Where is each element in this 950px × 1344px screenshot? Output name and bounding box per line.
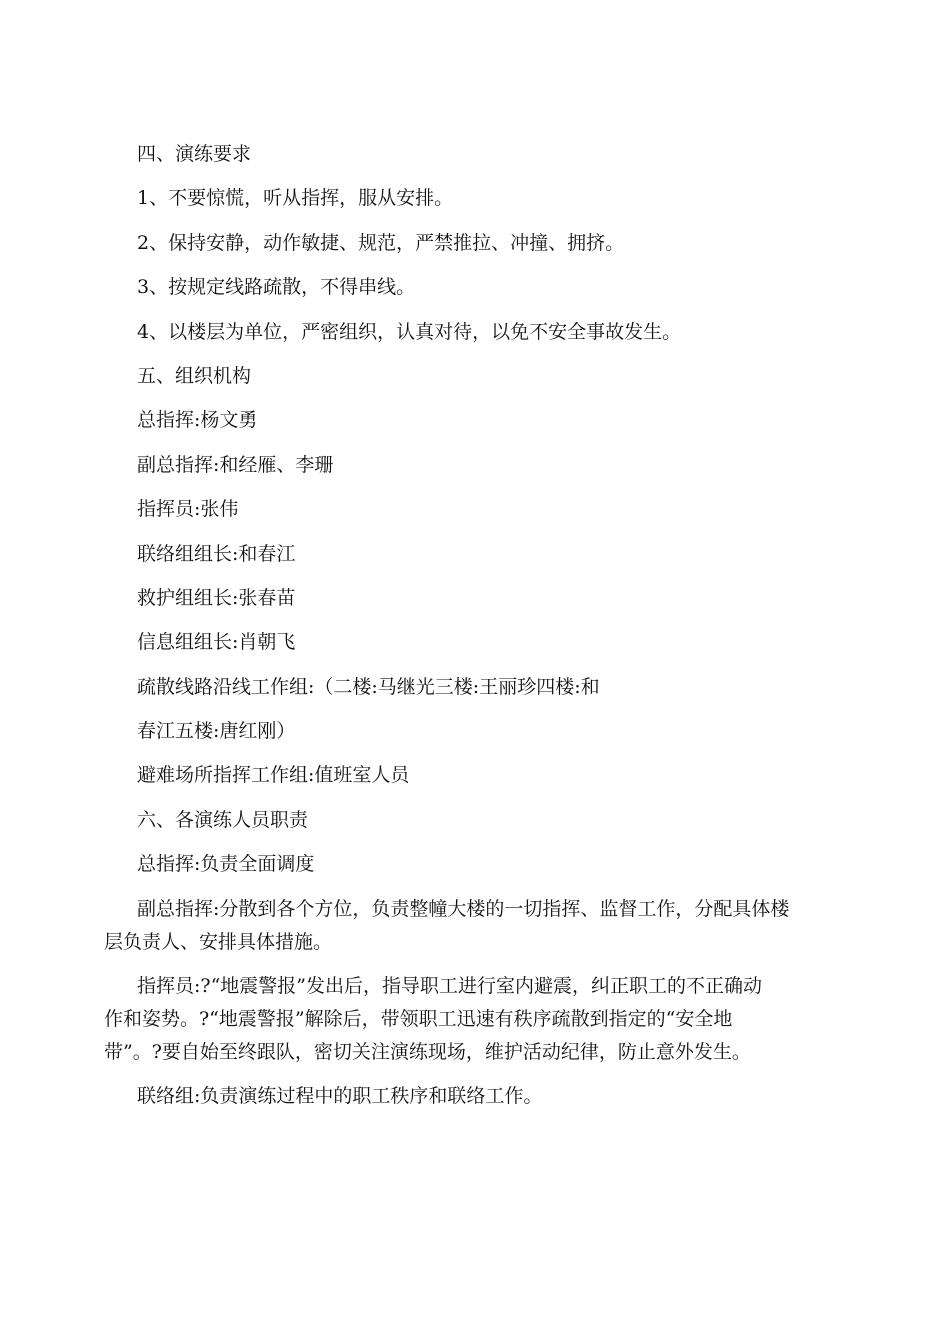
section-heading-drill-requirements: 四、演练要求 bbox=[137, 143, 252, 165]
paragraph: 2、保持安静，动作敏捷、规范，严禁推拉、冲撞、拥挤。 bbox=[137, 231, 625, 254]
document-body bbox=[104, 138, 844, 1125]
paragraph: 疏散线路沿线工作组:（二楼:马继光三楼:王丽珍四楼:和 bbox=[137, 675, 600, 698]
paragraph: 信息组组长:肖朝飞 bbox=[137, 631, 296, 654]
paragraph: 避难场所指挥工作组:值班室人员 bbox=[137, 764, 410, 787]
paragraph: 副总指挥:分散到各个方位，负责整幢大楼的一切指挥、监督工作，分配具体楼 bbox=[137, 897, 790, 920]
paragraph: 联络组:负责演练过程中的职工秩序和联络工作。 bbox=[137, 1085, 543, 1108]
paragraph: 联络组组长:和春江 bbox=[137, 542, 296, 565]
section-heading-organization: 五、组织机构 bbox=[137, 364, 252, 387]
paragraph: 指挥员:?“地震警报”发出后，指导职工进行室内避震，纠正职工的不正确动 bbox=[137, 975, 763, 998]
paragraph: 副总指挥:和经雁、李珊 bbox=[137, 453, 334, 476]
paragraph: 总指挥:负责全面调度 bbox=[137, 853, 315, 876]
paragraph: 4、以楼层为单位，严密组织，认真对待，以免不安全事故发生。 bbox=[137, 320, 682, 343]
paragraph-continuation: 带”。?要自始至终跟队，密切关注演练现场，维护活动纪律，防止意外发生。 bbox=[104, 1041, 751, 1064]
paragraph: 1、不要惊慌，听从指挥，服从安排。 bbox=[137, 187, 454, 210]
paragraph-continuation: 作和姿势。?“地震警报”解除后，带领职工迅速有秩序疏散到指定的“安全地 bbox=[104, 1008, 733, 1031]
section-heading-duties: 六、各演练人员职责 bbox=[137, 808, 309, 831]
paragraph: 3、按规定线路疏散，不得串线。 bbox=[137, 276, 416, 299]
paragraph-continuation: 层负责人、安排具体措施。 bbox=[104, 930, 333, 953]
paragraph: 春江五楼:唐红刚） bbox=[137, 720, 296, 743]
paragraph: 指挥员:张伟 bbox=[137, 498, 239, 521]
paragraph: 救护组组长:张春苗 bbox=[137, 586, 296, 609]
paragraph: 总指挥:杨文勇 bbox=[137, 409, 258, 432]
